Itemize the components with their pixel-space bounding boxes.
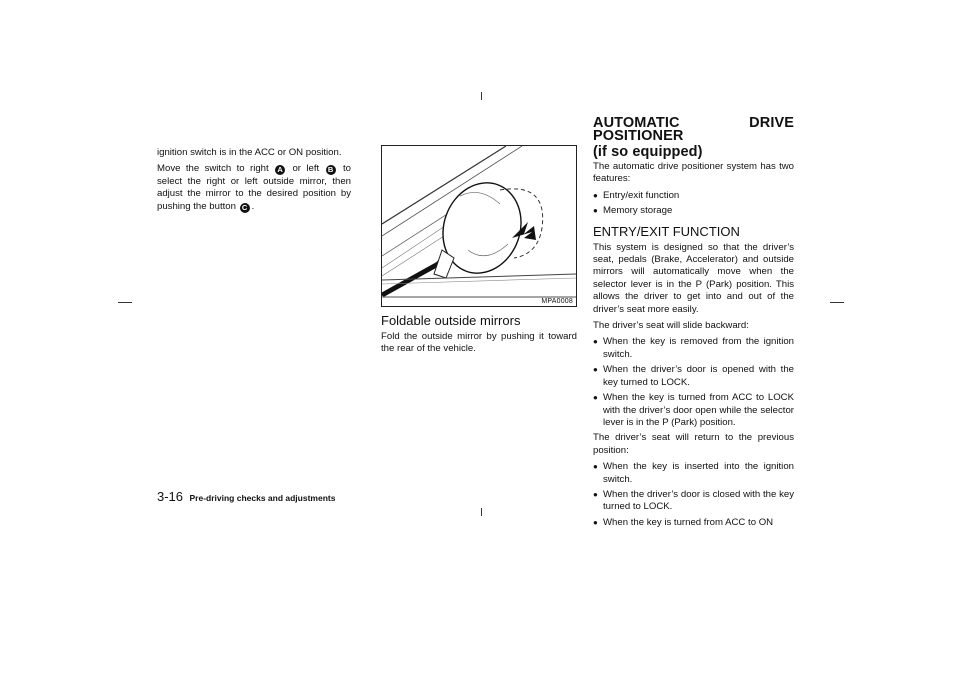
feature-item: [593, 190, 794, 202]
feature-label: Memory storage: [603, 205, 673, 217]
adp-heading-line1: AUTOMATIC DRIVE POSITIONER: [593, 115, 794, 144]
entry-exit-heading: ENTRY/EXIT FUNCTION: [593, 223, 740, 239]
slide-back-text: When the key is removed from the ignition switch.: [603, 336, 794, 360]
return-text: When the key is turned from ACC to ON: [603, 516, 774, 528]
bullet-icon: ●: [593, 337, 598, 347]
page-footer: [157, 488, 335, 506]
page-number: 3-16: [157, 489, 184, 504]
return-item: [593, 461, 794, 486]
adp-intro: The automatic drive positioner system has two features:: [593, 161, 794, 185]
feature-label: Entry/exit function: [603, 189, 680, 201]
right-column: [593, 117, 794, 532]
crop-mark-left: [118, 302, 132, 303]
left-para-2-text-c: to select the right or left outside mirror, then adjust the mirror to the desired position by pushing the button: [157, 163, 351, 212]
foldable-mirrors-heading: Foldable outside mirrors: [381, 313, 521, 328]
bullet-icon: ●: [593, 517, 598, 527]
return-item: [593, 517, 794, 529]
slide-back-item: [593, 336, 794, 361]
adp-heading-line2: (if so equipped): [593, 144, 703, 160]
left-column: [157, 147, 351, 217]
left-para-1: ignition switch is in the ACC or ON position.: [157, 147, 342, 158]
return-intro: The driver’s seat will return to the previous position:: [593, 432, 794, 456]
bullet-icon: ●: [593, 365, 598, 375]
figure-code: MPA0008: [541, 298, 573, 305]
circle-c-icon: C: [240, 203, 250, 213]
entry-exit-description: This system is designed so that the driver’s seat, pedals (Brake, Accelerator) and outside mirrors will automatically move when the selector lever is in the P (Park) position. This allows the driver to get into and out of the driver’s seat more easily.: [593, 241, 794, 315]
bullet-icon: ●: [593, 489, 598, 499]
circle-b-icon: B: [326, 165, 336, 175]
slide-back-intro: The driver’s seat will slide backward:: [593, 320, 749, 332]
bullet-icon: ●: [593, 206, 598, 216]
return-item: [593, 489, 794, 514]
slide-back-item: [593, 364, 794, 389]
feature-item: [593, 205, 794, 217]
crop-mark-top: [481, 92, 482, 100]
section-title: Pre-driving checks and adjustments: [189, 493, 336, 503]
crop-mark-right: [830, 302, 844, 303]
slide-back-text: When the driver’s door is opened with the key turned to LOCK.: [603, 364, 794, 388]
return-text: When the key is inserted into the ignition switch.: [603, 461, 794, 485]
left-para-2-end: .: [251, 200, 255, 212]
bullet-icon: ●: [593, 462, 598, 472]
left-para-2-text-b: or left: [292, 163, 320, 175]
left-para-2: [157, 163, 351, 213]
slide-back-text: When the key is turned from ACC to LOCK with the driver’s door open while the selector lever is in the P (Park) position.: [603, 392, 794, 428]
middle-column: [381, 313, 577, 360]
return-text: When the driver’s door is closed with the key turned to LOCK.: [603, 488, 794, 513]
bullet-icon: ●: [593, 393, 598, 403]
mirror-drawing: [382, 146, 576, 306]
mirror-illustration: [381, 145, 577, 307]
left-para-2-text-a: Move the switch to right: [157, 163, 269, 175]
circle-a-icon: A: [275, 165, 285, 175]
bullet-icon: ●: [593, 190, 598, 200]
crop-mark-bottom: [481, 508, 482, 516]
foldable-mirrors-body: Fold the outside mirror by pushing it toward the rear of the vehicle.: [381, 331, 577, 355]
slide-back-item: [593, 392, 794, 429]
